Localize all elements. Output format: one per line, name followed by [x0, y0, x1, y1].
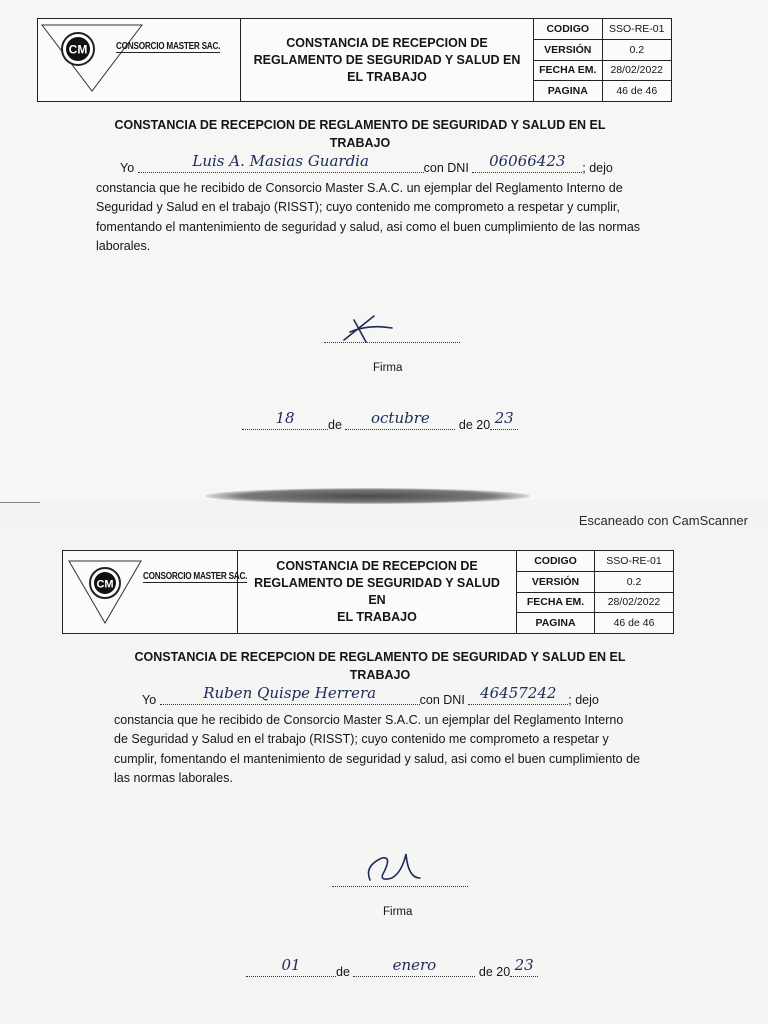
meta-value-codigo: SSO-RE-01: [595, 551, 673, 572]
name-field: [160, 684, 420, 705]
handwritten-name: Ruben Quispe Herrera: [203, 684, 377, 702]
yo-label: Yo: [120, 161, 135, 175]
edge-mark: [0, 502, 40, 503]
handwritten-day: 18: [275, 409, 295, 427]
header-meta: [517, 551, 673, 633]
signature-line: [324, 342, 460, 343]
sheet-1: [0, 0, 768, 500]
dni-label: con DNI: [419, 693, 465, 707]
meta-label-pagina: PAGINA: [517, 613, 595, 633]
firma-label: Firma: [373, 362, 403, 374]
header-title: CONSTANCIA DE RECEPCION DE REGLAMENTO DE SEGURIDAD Y SALUD EN EL TRABAJO: [238, 551, 517, 633]
meta-label-fecha: FECHA EM.: [534, 61, 603, 82]
year-field: [510, 956, 538, 977]
meta-label-codigo: CODIGO: [517, 551, 595, 572]
meta-value-version: 0.2: [603, 40, 672, 61]
month-field: [353, 956, 475, 977]
year-prefix: de 20: [478, 965, 511, 979]
handwritten-month: octubre: [371, 409, 430, 427]
dni-field: [472, 152, 582, 173]
sheet-2: [0, 530, 768, 1024]
header-meta: [534, 19, 671, 101]
logo-initials: CM: [68, 42, 88, 57]
handwritten-day: 01: [281, 956, 301, 974]
handwritten-name: Luis A. Masias Guardia: [192, 152, 369, 170]
company-name: CONSORCIO MASTER SAC.: [143, 571, 248, 582]
handwritten-dni: 06066423: [489, 152, 566, 170]
yo-label: Yo: [142, 693, 157, 707]
camscanner-watermark: Escaneado con CamScanner: [578, 513, 748, 528]
logo-cell: [63, 551, 248, 633]
header-title: CONSTANCIA DE RECEPCION DE REGLAMENTO DE SEGURIDAD Y SALUD EN EL TRABAJO: [241, 19, 534, 101]
meta-value-fecha: 28/02/2022: [595, 593, 673, 614]
company-name: CONSORCIO MASTER SAC.: [116, 41, 221, 52]
day-field: [246, 956, 336, 977]
handwritten-year: 23: [494, 409, 514, 427]
meta-label-version: VERSIÓN: [517, 572, 595, 593]
dni-field: [468, 684, 568, 705]
month-field: [345, 409, 455, 430]
declaration-first-line: [114, 684, 640, 711]
meta-label-codigo: CODIGO: [534, 19, 603, 40]
de-label: de: [328, 418, 342, 432]
company-logo-icon: [38, 19, 240, 101]
day-field: [242, 409, 328, 430]
date-line: [246, 956, 538, 979]
meta-value-pagina: 46 de 46: [616, 85, 658, 98]
de-label: de: [336, 965, 350, 979]
name-field: [138, 152, 424, 173]
year-field: [490, 409, 518, 430]
declaration-text: [96, 152, 644, 257]
handwritten-dni: 46457242: [480, 684, 557, 702]
declaration-first-line: [96, 152, 644, 179]
document-heading: CONSTANCIA DE RECEPCION DE REGLAMENTO DE SEGURIDAD Y SALUD EN EL TRABAJO: [134, 650, 626, 682]
company-logo-icon: [63, 551, 237, 633]
meta-value-version: 0.2: [595, 572, 673, 593]
logo-initials: CM: [96, 578, 114, 591]
meta-value-codigo: SSO-RE-01: [603, 19, 672, 40]
dejo-label: ; dejo: [582, 161, 613, 175]
year-prefix: de 20: [458, 418, 491, 432]
meta-label-fecha: FECHA EM.: [517, 593, 595, 614]
declaration-paragraph: constancia que he recibido de Consorcio Master S.A.C. un ejemplar del Reglamento Interno de Seguridad y Salud en el trabajo (RISST); cuyo contenido me comprometo a respetar y cumplir, fomentando el mantenimiento de seguridad y salud, asi como el buen cumplimiento de las normas laborales.: [96, 180, 641, 253]
handwritten-year: 23: [514, 956, 534, 974]
document-header: [62, 550, 674, 634]
logo-cell: [38, 19, 241, 101]
signature-mark: [362, 848, 426, 888]
document-heading: CONSTANCIA DE RECEPCION DE REGLAMENTO DE SEGURIDAD Y SALUD EN EL TRABAJO: [114, 118, 606, 150]
meta-value-pagina: 46 de 46: [613, 617, 655, 630]
firma-label: Firma: [383, 906, 413, 918]
document-header: [37, 18, 672, 102]
signature-line: [332, 886, 468, 887]
declaration-paragraph: constancia que he recibido de Consorcio Master S.A.C. un ejemplar del Reglamento Interno de Seguridad y Salud en el trabajo (RISST); cuyo contenido me comprometo a respetar y cumplir, fomentando el mantenimiento de seguridad y salud, asi como el buen cumplimiento de las normas laborales.: [114, 712, 640, 785]
dni-label: con DNI: [423, 161, 469, 175]
meta-label-pagina: PAGINA: [534, 81, 603, 101]
handwritten-month: enero: [392, 956, 437, 974]
meta-value-fecha: 28/02/2022: [603, 61, 672, 82]
scan-shadow: [205, 488, 530, 504]
meta-label-version: VERSIÓN: [534, 40, 603, 61]
declaration-text: [114, 684, 640, 789]
date-line: [242, 409, 518, 432]
signature-mark: [340, 312, 400, 346]
dejo-label: ; dejo: [568, 693, 599, 707]
